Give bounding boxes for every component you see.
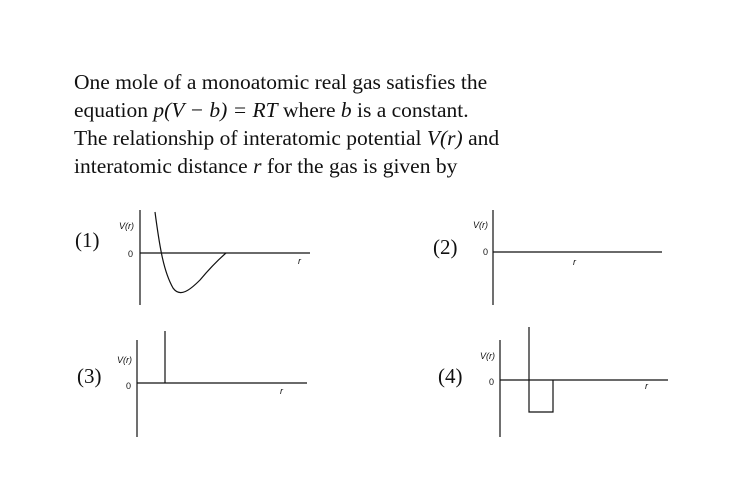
graph-3-y-label: V(r) [117,355,132,365]
graph-1-x-label: r [298,256,301,266]
option-3-label[interactable]: (3) [77,364,102,388]
equation: p(V − b) = RT [153,98,278,122]
option-2-label[interactable]: (2) [433,235,458,259]
graph-2 [493,210,662,305]
graph-3-x-label: r [280,386,283,396]
question-line-2: equation p(V − b) = RT where b is a constant. [74,98,469,122]
question-line-1: One mole of a monoatomic real gas satisfies the [74,70,488,94]
graph-4-square-well [529,327,553,412]
option-4-label[interactable]: (4) [438,364,463,388]
graph-2-y-label: V(r) [473,220,488,230]
question-line-3: The relationship of interatomic potential V(r) and [74,126,500,150]
graph-4-x-label: r [645,381,648,391]
graph-2-zero-label: 0 [483,247,489,257]
option-1-label[interactable]: (1) [75,228,100,252]
graph-1 [140,210,310,305]
graph-1-y-label: V(r) [119,221,134,231]
graph-1-zero-label: 0 [128,249,134,259]
graph-3 [137,331,307,437]
graph-3-zero-label: 0 [126,381,132,391]
graph-2-x-label: r [573,257,576,267]
graph-4 [500,327,668,437]
graph-4-y-label: V(r) [480,351,495,361]
graph-4-zero-label: 0 [489,377,495,387]
question-line-4: interatomic distance r for the gas is given by [74,154,458,178]
graph-1-potential-curve [155,212,226,293]
